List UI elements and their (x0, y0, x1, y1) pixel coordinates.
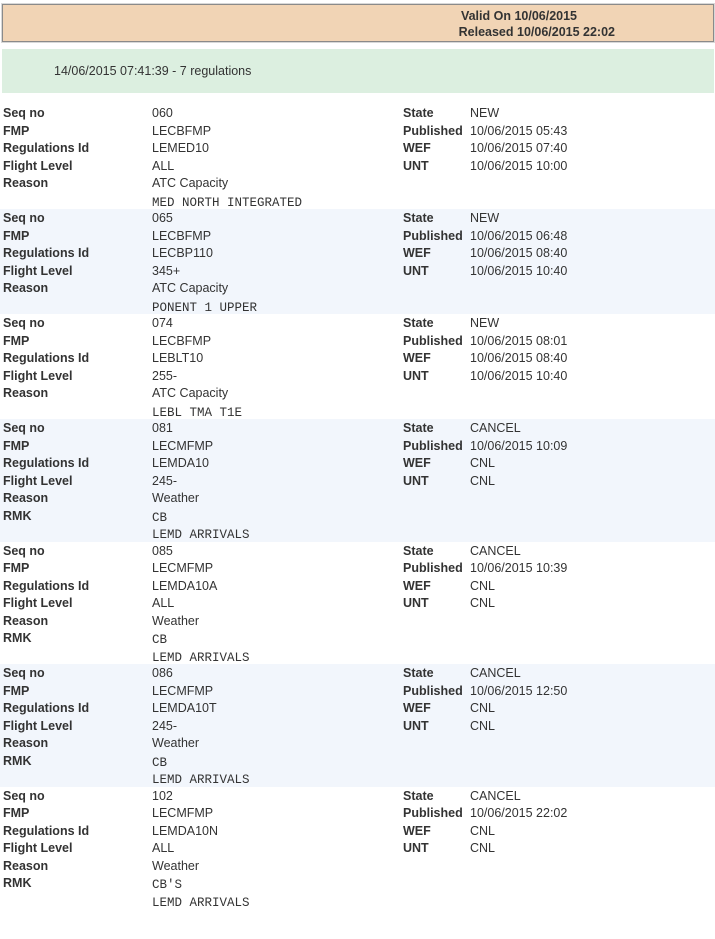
summary-text: 14/06/2015 07:41:39 - 7 regulations (54, 64, 252, 78)
description-value: MED NORTH INTEGRATED (152, 195, 303, 210)
unt-label: UNT (403, 718, 429, 733)
reason-label: Reason (3, 858, 49, 873)
state-value: CANCEL (470, 421, 521, 435)
fmp-value: LECBFMP (152, 333, 212, 348)
regulation-block (0, 419, 715, 542)
seq-no-value: 074 (152, 316, 173, 330)
regulation-row (0, 542, 715, 560)
flight-level-label: Flight Level (3, 596, 73, 610)
unt-label: UNT (403, 368, 429, 383)
fmp-label: FMP (3, 806, 30, 820)
regulation-row (0, 262, 715, 280)
reason-value: Weather (152, 858, 200, 873)
regulation-row (0, 314, 715, 332)
wef-value: 10/06/2015 08:40 (470, 351, 568, 365)
wef-label: WEF (403, 141, 431, 155)
flight-level-value: 245- (152, 718, 178, 733)
regulation-row (0, 367, 715, 385)
seq-no-value: 102 (152, 788, 173, 803)
regulation-row (0, 419, 715, 437)
seq-no-label: Seq no (3, 211, 45, 225)
regulation-row (0, 297, 715, 315)
wef-value: CNL (470, 823, 496, 838)
regulation-row (0, 402, 715, 420)
reason-value: Weather (152, 613, 200, 628)
regulations-id-label: Regulations Id (3, 701, 90, 715)
fmp-label: FMP (3, 561, 30, 575)
fmp-value: LECMFMP (152, 438, 214, 453)
seq-no-value: 081 (152, 421, 173, 435)
regulation-block (0, 664, 715, 787)
description-value: LEMD ARRIVALS (152, 650, 250, 665)
seq-no-value: 065 (152, 211, 173, 225)
seq-no-label: Seq no (3, 788, 45, 803)
published-value: 10/06/2015 12:50 (470, 683, 568, 698)
fmp-label: FMP (3, 228, 30, 243)
regulation-row (0, 384, 715, 402)
seq-no-value: 060 (152, 106, 173, 120)
published-label: Published (403, 683, 463, 698)
description-value: LEMD ARRIVALS (152, 773, 250, 787)
state-label: State (403, 421, 434, 435)
regulation-row (0, 594, 715, 612)
reason-label: Reason (3, 613, 49, 628)
unt-value: CNL (470, 841, 496, 855)
published-value: 10/06/2015 10:39 (470, 561, 568, 575)
regulations-id-label: Regulations Id (3, 246, 90, 260)
reason-value: Weather (152, 491, 200, 505)
seq-no-value: 086 (152, 666, 173, 680)
regulations-id-label: Regulations Id (3, 456, 90, 470)
regulation-row (0, 104, 715, 122)
regulation-block (0, 314, 715, 419)
flight-level-value: ALL (152, 158, 175, 173)
unt-value: CNL (470, 718, 496, 733)
released-text: Released 10/06/2015 22:02 (458, 25, 615, 39)
regulation-row (0, 804, 715, 822)
regulations-id-value: LEMDA10T (152, 701, 217, 715)
published-value: 10/06/2015 06:48 (470, 228, 568, 243)
published-value: 10/06/2015 10:09 (470, 438, 568, 453)
unt-value: 10/06/2015 10:40 (470, 263, 568, 278)
wef-label: WEF (403, 351, 431, 365)
regulation-block (0, 787, 715, 910)
fmp-label: FMP (3, 123, 30, 138)
reason-label: Reason (3, 491, 49, 505)
flight-level-label: Flight Level (3, 263, 73, 278)
regulation-row (0, 279, 715, 297)
unt-label: UNT (403, 473, 429, 488)
regulation-row (0, 559, 715, 577)
state-label: State (403, 316, 434, 330)
wef-value: 10/06/2015 08:40 (470, 246, 568, 260)
regulation-row (0, 787, 715, 805)
fmp-label: FMP (3, 438, 30, 453)
regulations-list (0, 104, 715, 909)
published-label: Published (403, 806, 463, 820)
regulation-row (0, 192, 715, 210)
flight-level-value: 345+ (152, 263, 181, 278)
wef-value: 10/06/2015 07:40 (470, 141, 568, 155)
regulation-row (0, 769, 715, 787)
fmp-value: LECBFMP (152, 228, 212, 243)
seq-no-value: 085 (152, 543, 173, 558)
rmk-value: CB'S (152, 878, 183, 892)
flight-level-label: Flight Level (3, 368, 73, 383)
reason-label: Reason (3, 736, 49, 750)
reason-label: Reason (3, 176, 49, 190)
seq-no-label: Seq no (3, 421, 45, 435)
regulations-id-label: Regulations Id (3, 823, 90, 838)
regulation-row (0, 437, 715, 455)
description-value: LEMD ARRIVALS (152, 528, 250, 542)
regulation-row (0, 524, 715, 542)
wef-label: WEF (403, 456, 431, 470)
published-label: Published (403, 561, 463, 575)
rmk-label: RMK (3, 753, 32, 768)
rmk-value: CB (152, 633, 168, 647)
state-value: NEW (470, 106, 500, 120)
flight-level-label: Flight Level (3, 718, 73, 733)
description-value: LEMD ARRIVALS (152, 895, 250, 910)
unt-label: UNT (403, 596, 429, 610)
rmk-label: RMK (3, 508, 32, 523)
unt-value: CNL (470, 473, 496, 488)
regulation-block (0, 104, 715, 209)
flight-level-value: ALL (152, 841, 175, 855)
state-label: State (403, 106, 434, 120)
regulation-row (0, 472, 715, 490)
published-value: 10/06/2015 22:02 (470, 806, 568, 820)
fmp-label: FMP (3, 333, 30, 348)
regulation-row (0, 874, 715, 892)
flight-level-value: ALL (152, 596, 175, 610)
wef-label: WEF (403, 246, 431, 260)
regulation-block (0, 209, 715, 314)
validity-header (2, 4, 714, 42)
description-value: LEBL TMA T1E (152, 405, 243, 420)
regulation-block (0, 542, 715, 665)
regulations-id-label: Regulations Id (3, 141, 90, 155)
unt-value: 10/06/2015 10:00 (470, 158, 568, 173)
unt-value: CNL (470, 596, 496, 610)
rmk-label: RMK (3, 876, 32, 890)
regulation-row (0, 839, 715, 857)
unt-label: UNT (403, 263, 429, 278)
regulation-row (0, 577, 715, 595)
reason-value: ATC Capacity (152, 386, 229, 400)
unt-value: 10/06/2015 10:40 (470, 368, 568, 383)
wef-label: WEF (403, 578, 431, 593)
state-value: NEW (470, 316, 500, 330)
wef-value: CNL (470, 578, 496, 593)
regulation-row (0, 892, 715, 910)
wef-label: WEF (403, 701, 431, 715)
regulation-row (0, 227, 715, 245)
reason-value: Weather (152, 736, 200, 750)
wef-value: CNL (470, 456, 496, 470)
fmp-value: LECMFMP (152, 806, 214, 820)
regulation-row (0, 209, 715, 227)
rmk-value: CB (152, 510, 168, 525)
regulation-row (0, 489, 715, 507)
state-value: CANCEL (470, 788, 521, 803)
unt-label: UNT (403, 158, 429, 173)
regulation-row (0, 332, 715, 350)
rmk-label: RMK (3, 631, 32, 645)
regulations-id-value: LEMED10 (152, 141, 209, 155)
regulations-id-value: LEBLT10 (152, 351, 204, 365)
seq-no-label: Seq no (3, 543, 45, 558)
regulation-row (0, 157, 715, 175)
published-value: 10/06/2015 08:01 (470, 333, 568, 348)
regulation-row (0, 174, 715, 192)
flight-level-value: 255- (152, 368, 178, 383)
regulations-id-label: Regulations Id (3, 351, 90, 365)
state-value: CANCEL (470, 543, 521, 558)
fmp-value: LECMFMP (152, 683, 214, 698)
seq-no-label: Seq no (3, 666, 45, 680)
state-label: State (403, 543, 434, 558)
fmp-value: LECBFMP (152, 123, 212, 138)
state-label: State (403, 666, 434, 680)
regulation-row (0, 752, 715, 770)
regulations-id-value: LEMDA10A (152, 578, 218, 593)
state-label: State (403, 211, 434, 225)
unt-label: UNT (403, 841, 429, 855)
rmk-value: CB (152, 755, 168, 770)
reason-label: Reason (3, 386, 49, 400)
regulation-row (0, 122, 715, 140)
description-value: PONENT 1 UPPER (152, 300, 258, 315)
summary-bar (2, 49, 714, 93)
reason-value: ATC Capacity (152, 281, 229, 295)
regulation-row (0, 682, 715, 700)
regulation-row (0, 647, 715, 665)
regulation-row (0, 349, 715, 367)
reason-value: ATC Capacity (152, 176, 229, 190)
published-value: 10/06/2015 05:43 (470, 123, 568, 138)
regulation-row (0, 822, 715, 840)
fmp-label: FMP (3, 683, 30, 698)
wef-label: WEF (403, 823, 431, 838)
regulation-row (0, 612, 715, 630)
regulations-id-value: LEMDA10 (152, 456, 209, 470)
regulation-row (0, 139, 715, 157)
regulation-row (0, 857, 715, 875)
regulation-row (0, 734, 715, 752)
state-value: CANCEL (470, 666, 521, 680)
valid-on-text: Valid On 10/06/2015 (460, 9, 577, 23)
regulation-row (0, 717, 715, 735)
published-label: Published (403, 333, 463, 348)
regulation-row (0, 507, 715, 525)
regulation-row (0, 454, 715, 472)
published-label: Published (403, 123, 463, 138)
flight-level-value: 245- (152, 473, 178, 488)
seq-no-label: Seq no (3, 106, 45, 120)
fmp-value: LECMFMP (152, 561, 214, 575)
published-label: Published (403, 228, 463, 243)
published-label: Published (403, 438, 463, 453)
state-value: NEW (470, 211, 500, 225)
regulation-row (0, 699, 715, 717)
regulations-id-label: Regulations Id (3, 578, 90, 593)
regulations-id-value: LEMDA10N (152, 823, 218, 838)
flight-level-label: Flight Level (3, 158, 73, 173)
regulations-id-value: LECBP110 (152, 246, 213, 260)
flight-level-label: Flight Level (3, 841, 73, 855)
flight-level-label: Flight Level (3, 473, 73, 488)
regulation-row (0, 664, 715, 682)
reason-label: Reason (3, 281, 49, 295)
wef-value: CNL (470, 701, 496, 715)
regulation-row (0, 629, 715, 647)
seq-no-label: Seq no (3, 316, 45, 330)
state-label: State (403, 788, 434, 803)
regulation-row (0, 244, 715, 262)
